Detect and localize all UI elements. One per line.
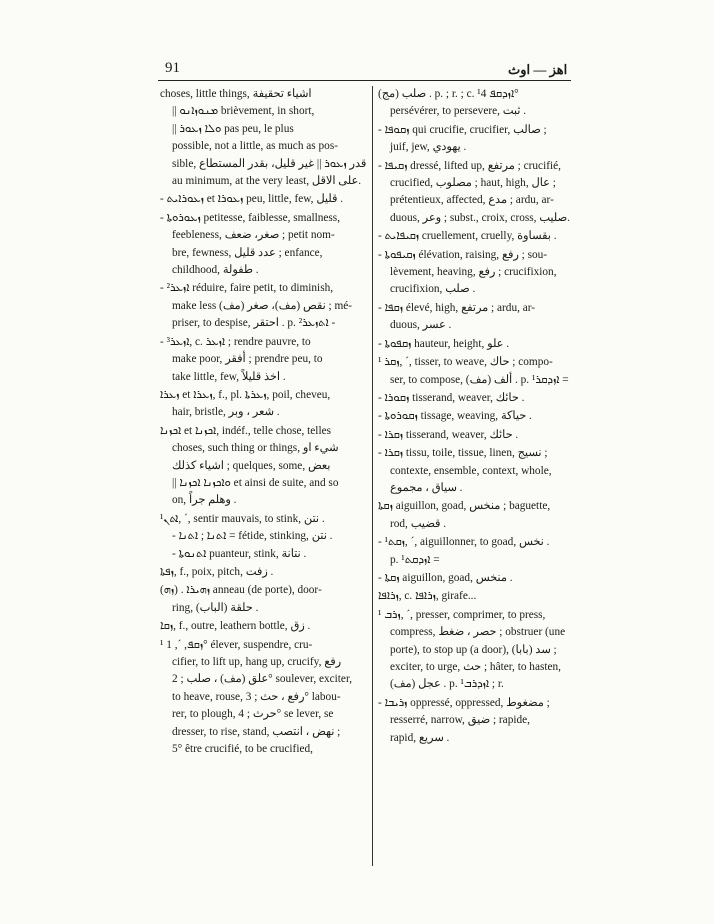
entry-line: 5° être crucifié, to be crucified, xyxy=(172,743,313,756)
dictionary-entry xyxy=(160,334,358,386)
entry-line: - ܙܩܬܐ aiguillon, goad, منخس . xyxy=(378,571,513,584)
dictionary-entry xyxy=(378,158,573,228)
entry-line: - ܙܩܪܐ tissu, toile, tissue, linen, نسيج ; xyxy=(378,447,548,460)
entry-line: hair, bristle, شعر ، وبر . xyxy=(172,406,280,419)
entry-line: sible, قدر ܙܥܘܪ || غير قليل، بقدر المستطاع xyxy=(172,157,367,170)
entry-line: - ܙܥܘܪܘܬܐ petitesse, faiblesse, smallness, xyxy=(160,211,341,224)
dictionary-entry xyxy=(378,336,573,353)
entry-line: to heave, rouse, رفع ، حث ; 3° labou- xyxy=(172,690,341,703)
entry-line: - ܙܩܘܦܐ qui crucifie, crucifier, صالب ; xyxy=(378,123,547,136)
dictionary-entry xyxy=(378,588,573,605)
entry-line: - ܐܬܢܐ ; ܐܬܢܐ = fétide, stinking, نتن . xyxy=(172,530,333,543)
entry-line: - ܙܩܘܪܘܬܐ tissage, weaving, حياكة . xyxy=(378,410,532,423)
entry-line: possible, not a little, as much as pos- xyxy=(172,140,338,153)
entry-line: cifier, to lift up, hang up, crucify, رفع xyxy=(172,656,342,668)
dictionary-entry xyxy=(160,511,358,563)
dictionary-entry xyxy=(160,637,358,759)
entry-line: persévérer, to persevere, ثبت . xyxy=(390,105,527,118)
entry-line: resserré, narrow, ضيق ; rapide, xyxy=(390,714,530,727)
entry-line: ܙܩܬܐ aiguillon, goad, منخس ; baguette, xyxy=(378,500,551,513)
dictionary-entry xyxy=(160,618,358,635)
entry-line: make poor, أفقر ; prendre peu, to xyxy=(172,353,323,366)
entry-line: اشياء كذلك ; quelques, some, بعض xyxy=(172,459,331,472)
entry-line: - ܙܥܘܪܐܝܬ et ܙܥܘܪܐ peu, little, few, قليل . xyxy=(160,193,344,206)
entry-line: علق (مف) ، صلب ; 2° soulever, exciter, xyxy=(172,673,353,686)
entry-line: (ܙܗ) . ܙܗܝܪܐ anneau (de porte), door- xyxy=(160,584,322,597)
dictionary-entry xyxy=(378,570,573,587)
entry-line: choses, little things, اشياء تحقيفة xyxy=(160,88,312,100)
dictionary-entry xyxy=(160,582,358,617)
entry-line: rapid, سريع . xyxy=(390,731,450,744)
dictionary-entry xyxy=(378,695,573,747)
entry-line: ¹ ܙܪܒ, ´, presser, comprimer, to press, xyxy=(378,608,546,621)
entry-line: سياق ، مجموع . xyxy=(390,481,463,494)
dictionary-entry xyxy=(378,86,573,121)
entry-line: - ܙܩܪܐ tisserand, weaver, حائك . xyxy=(378,428,519,441)
entry-line: compress, حصر ، ضغط ; obstruer (une xyxy=(390,626,566,639)
entry-line: on, وهلم جراً . xyxy=(172,494,237,507)
dictionary-entry xyxy=(378,607,573,694)
entry-line: - ܐܙܥܪ² réduire, faire petit, to diminish, xyxy=(160,282,334,295)
entry-line: || ܘܠܐ ܙܥܘܪ pas peu, le plus xyxy=(172,122,294,135)
entry-line: exciter, to urge, حث ; hâter, to hasten, xyxy=(390,661,561,673)
entry-line: - ܙܪܝܒܐ oppressé, oppressed, مضغوط ; xyxy=(378,696,550,709)
dictionary-entry xyxy=(160,86,367,190)
entry-line: choses, such thing or things, شيء او xyxy=(172,442,339,455)
entry-line: ¹ܐܬܢ, ´, sentir mauvais, to stink, نتن . xyxy=(160,512,325,525)
entry-line: p. ¹ܐܙܕܩܬ = xyxy=(390,553,440,566)
dictionary-entry xyxy=(378,247,573,299)
entry-line: childhood, طفولة . xyxy=(172,264,259,277)
entry-line: duous, عسر . xyxy=(390,319,452,332)
entry-line: - ܙܩܝܦܐܝܬ cruellement, cruelly, بقساوة . xyxy=(378,230,557,243)
entry-line: ser, to compose, (مف) ألف . p. ¹ܐܙܕܩܪ = xyxy=(390,373,569,386)
entry-line: ring, (حلقة (الباب . xyxy=(172,601,259,614)
dictionary-entry xyxy=(160,387,358,422)
entry-line: ¹ ܙܩܪ, ´, tisser, to weave, حاك ; compo- xyxy=(378,356,553,369)
entry-line: - ܙܩܘܪܐ tisserand, weaver, حائك . xyxy=(378,391,525,404)
entry-line: crucified, مصلوب ; haut, high, عال ; xyxy=(390,177,556,190)
dictionary-entry xyxy=(378,427,573,444)
dictionary-entry xyxy=(160,280,358,332)
dictionary-entry xyxy=(160,191,358,208)
entry-line: contexte, ensemble, context, whole, xyxy=(390,464,552,477)
entry-line: bre, fewness, عدد قليل ; enfance, xyxy=(172,246,323,259)
entry-line: ܐܟܙܢܐ et ܐܟܙܢܐ, indéf., telle chose, telles xyxy=(160,424,331,437)
entry-line: ܙܪܐܦܐ, c. ܙܪܐܦܐ, girafe... xyxy=(378,590,477,603)
right-column xyxy=(378,86,573,748)
entry-line: feebleness, صغر، ضعف ; petit nom- xyxy=(172,229,335,242)
dictionary-entry xyxy=(378,122,573,157)
left-column xyxy=(160,86,367,759)
dictionary-entry xyxy=(160,564,358,581)
column-divider xyxy=(372,86,373,866)
entry-line: lèvement, heaving, رفع ; crucifixion, xyxy=(390,266,557,279)
entry-line: ܙܦܬܐ, f., poix, pitch, زفت . xyxy=(160,565,274,578)
entry-line: au minimum, at the very least, على الاقل. xyxy=(172,175,362,188)
entry-line: dresser, to rise, stand, نهض ، انتصب ; xyxy=(172,725,341,738)
dictionary-entry xyxy=(378,498,573,533)
entry-line: ¹ ܙܩܦ, ´, 1° élever, suspendre, cru- xyxy=(160,638,313,651)
dictionary-entry xyxy=(378,228,573,245)
entry-line: - ¹ܙܩܬ, ´, aiguillonner, to goad, نخس . xyxy=(378,536,550,549)
dictionary-entry xyxy=(378,534,573,569)
page-number: 91 xyxy=(165,60,180,76)
entry-line: || ܡܢܘܙܐܢܘ brièvement, in short, xyxy=(172,105,315,118)
entry-line: prétentieux, affected, مدع ; ardu, ar- xyxy=(390,194,554,207)
dictionary-entry xyxy=(160,210,358,280)
entry-line: priser, to despise, احتقر . p. ܐܬܙܥܪ² - xyxy=(172,317,336,330)
entry-line: porte), to stop up (a door), (بابا) سد ; xyxy=(390,643,557,656)
dictionary-entry xyxy=(160,423,358,510)
entry-line: - ܙܩܝܦܘܬܐ élévation, raising, رفع ; sou- xyxy=(378,248,548,261)
header-rule xyxy=(158,80,571,81)
entry-line: - ܙܩܦܐ élevé, high, مرتفع ; ardu, ar- xyxy=(378,301,536,314)
entry-line: duous, وعر ; subst., croix, cross, صليب. xyxy=(390,211,570,224)
entry-line: (مف) عجل . p. ¹ܐܙܕܪܒ ; r. xyxy=(390,678,504,691)
entry-line: (مج) صلب . p. ; r. ; c. ¹ܐܙܕܩܦ 4° xyxy=(378,88,519,100)
dictionary-entry xyxy=(378,354,573,389)
entry-line: - ܐܙܥܪ³, c. ܐܙܥܪ ; rendre pauvre, to xyxy=(160,335,311,348)
entry-line: make less (مف) نقص (مف)، صغر ; mé- xyxy=(172,299,353,312)
entry-line: ܙܩܐ, f., outre, leathern bottle, زق . xyxy=(160,620,311,633)
entry-line: ܙܥܪܐ et ܙܥܪܐ, f., pl. ܙܥܪܬܐ, poil, cheveu, xyxy=(160,388,331,401)
dictionary-entry xyxy=(378,408,573,425)
entry-line: juif, jew, يهودي . xyxy=(390,141,467,154)
entry-line: - ܙܩܦܘܬܐ hauteur, height, علو . xyxy=(378,337,510,350)
dictionary-entry xyxy=(378,390,573,407)
entry-line: take little, few, اخذ قليلاً . xyxy=(172,370,286,383)
entry-line: rer, to plough, حرث ; 4° se lever, se xyxy=(172,708,334,721)
entry-line: - ܐܬܢܘܬܐ puanteur, stink, نتانة . xyxy=(172,547,307,560)
running-head: اهز — اوث xyxy=(508,62,568,77)
entry-line: crucifixion, صلب . xyxy=(390,283,476,296)
dictionary-entry xyxy=(378,445,573,497)
entry-line: - ܙܩܝܦܐ dressé, lifted up, مرتفع ; crucifié, xyxy=(378,159,561,172)
entry-line: || ܘܐܟܙܢܐ ܐܟܙܢܐ et ainsi de suite, and so xyxy=(172,476,339,489)
entry-line: rod, قضيب . xyxy=(390,517,447,530)
dictionary-entry xyxy=(378,300,573,335)
